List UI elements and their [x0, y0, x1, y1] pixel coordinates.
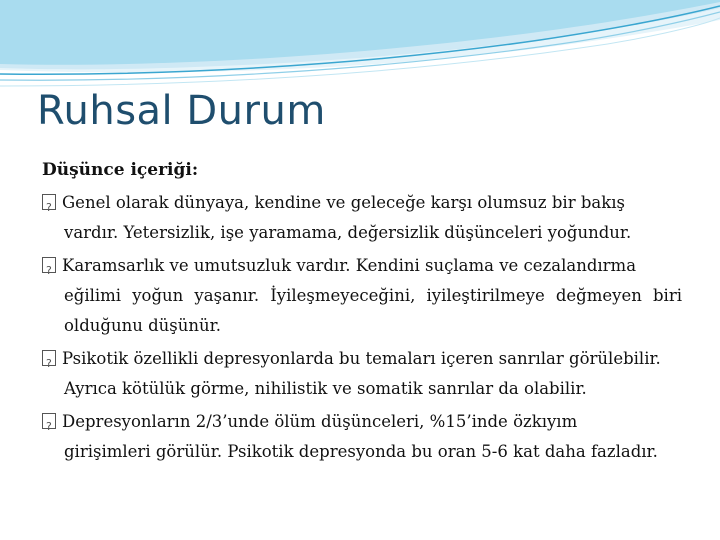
bullet-continuation: girişimleri görülür. Psikotik depresyonda bu oran 5-6 kat daha fazladır.: [64, 442, 658, 461]
header-wave-banner: [0, 0, 720, 90]
missing-glyph-bullet-icon: [42, 413, 56, 429]
missing-glyph-bullet-icon: [42, 194, 56, 210]
bullet-item: [42, 188, 682, 248]
bullet-continuation: eğilimi yoğun yaşanır. İyileşmeyeceğini, iyileştirilmeye değmeyen biri olduğunu düşünür.: [64, 286, 682, 335]
bullet-item: [42, 407, 682, 467]
bullet-first-line: Genel olarak dünyaya, kendine ve geleceğe karşı olumsuz bir bakış: [62, 193, 625, 212]
missing-glyph-bullet-icon: [42, 350, 56, 366]
missing-glyph-bullet-icon: [42, 257, 56, 273]
bullet-first-line: Psikotik özellikli depresyonlarda bu temaları içeren sanrılar görülebilir.: [62, 349, 661, 368]
bullet-item: [42, 251, 682, 341]
section-subheading: Düşünce içeriği:: [42, 160, 199, 180]
bullet-first-line: Depresyonların 2/3’unde ölüm düşünceleri, %15’inde özkıyım: [62, 412, 578, 431]
bullet-item: [42, 344, 682, 404]
bullet-first-line: Karamsarlık ve umutsuzluk vardır. Kendini suçlama ve cezalandırma: [62, 256, 637, 275]
bullet-continuation: Ayrıca kötülük görme, nihilistik ve somatik sanrılar da olabilir.: [64, 379, 587, 398]
slide-title: Ruhsal Durum: [37, 88, 326, 134]
slide-body: [42, 160, 682, 470]
bullet-continuation: vardır. Yetersizlik, işe yaramama, değersizlik düşünceleri yoğundur.: [64, 223, 632, 242]
